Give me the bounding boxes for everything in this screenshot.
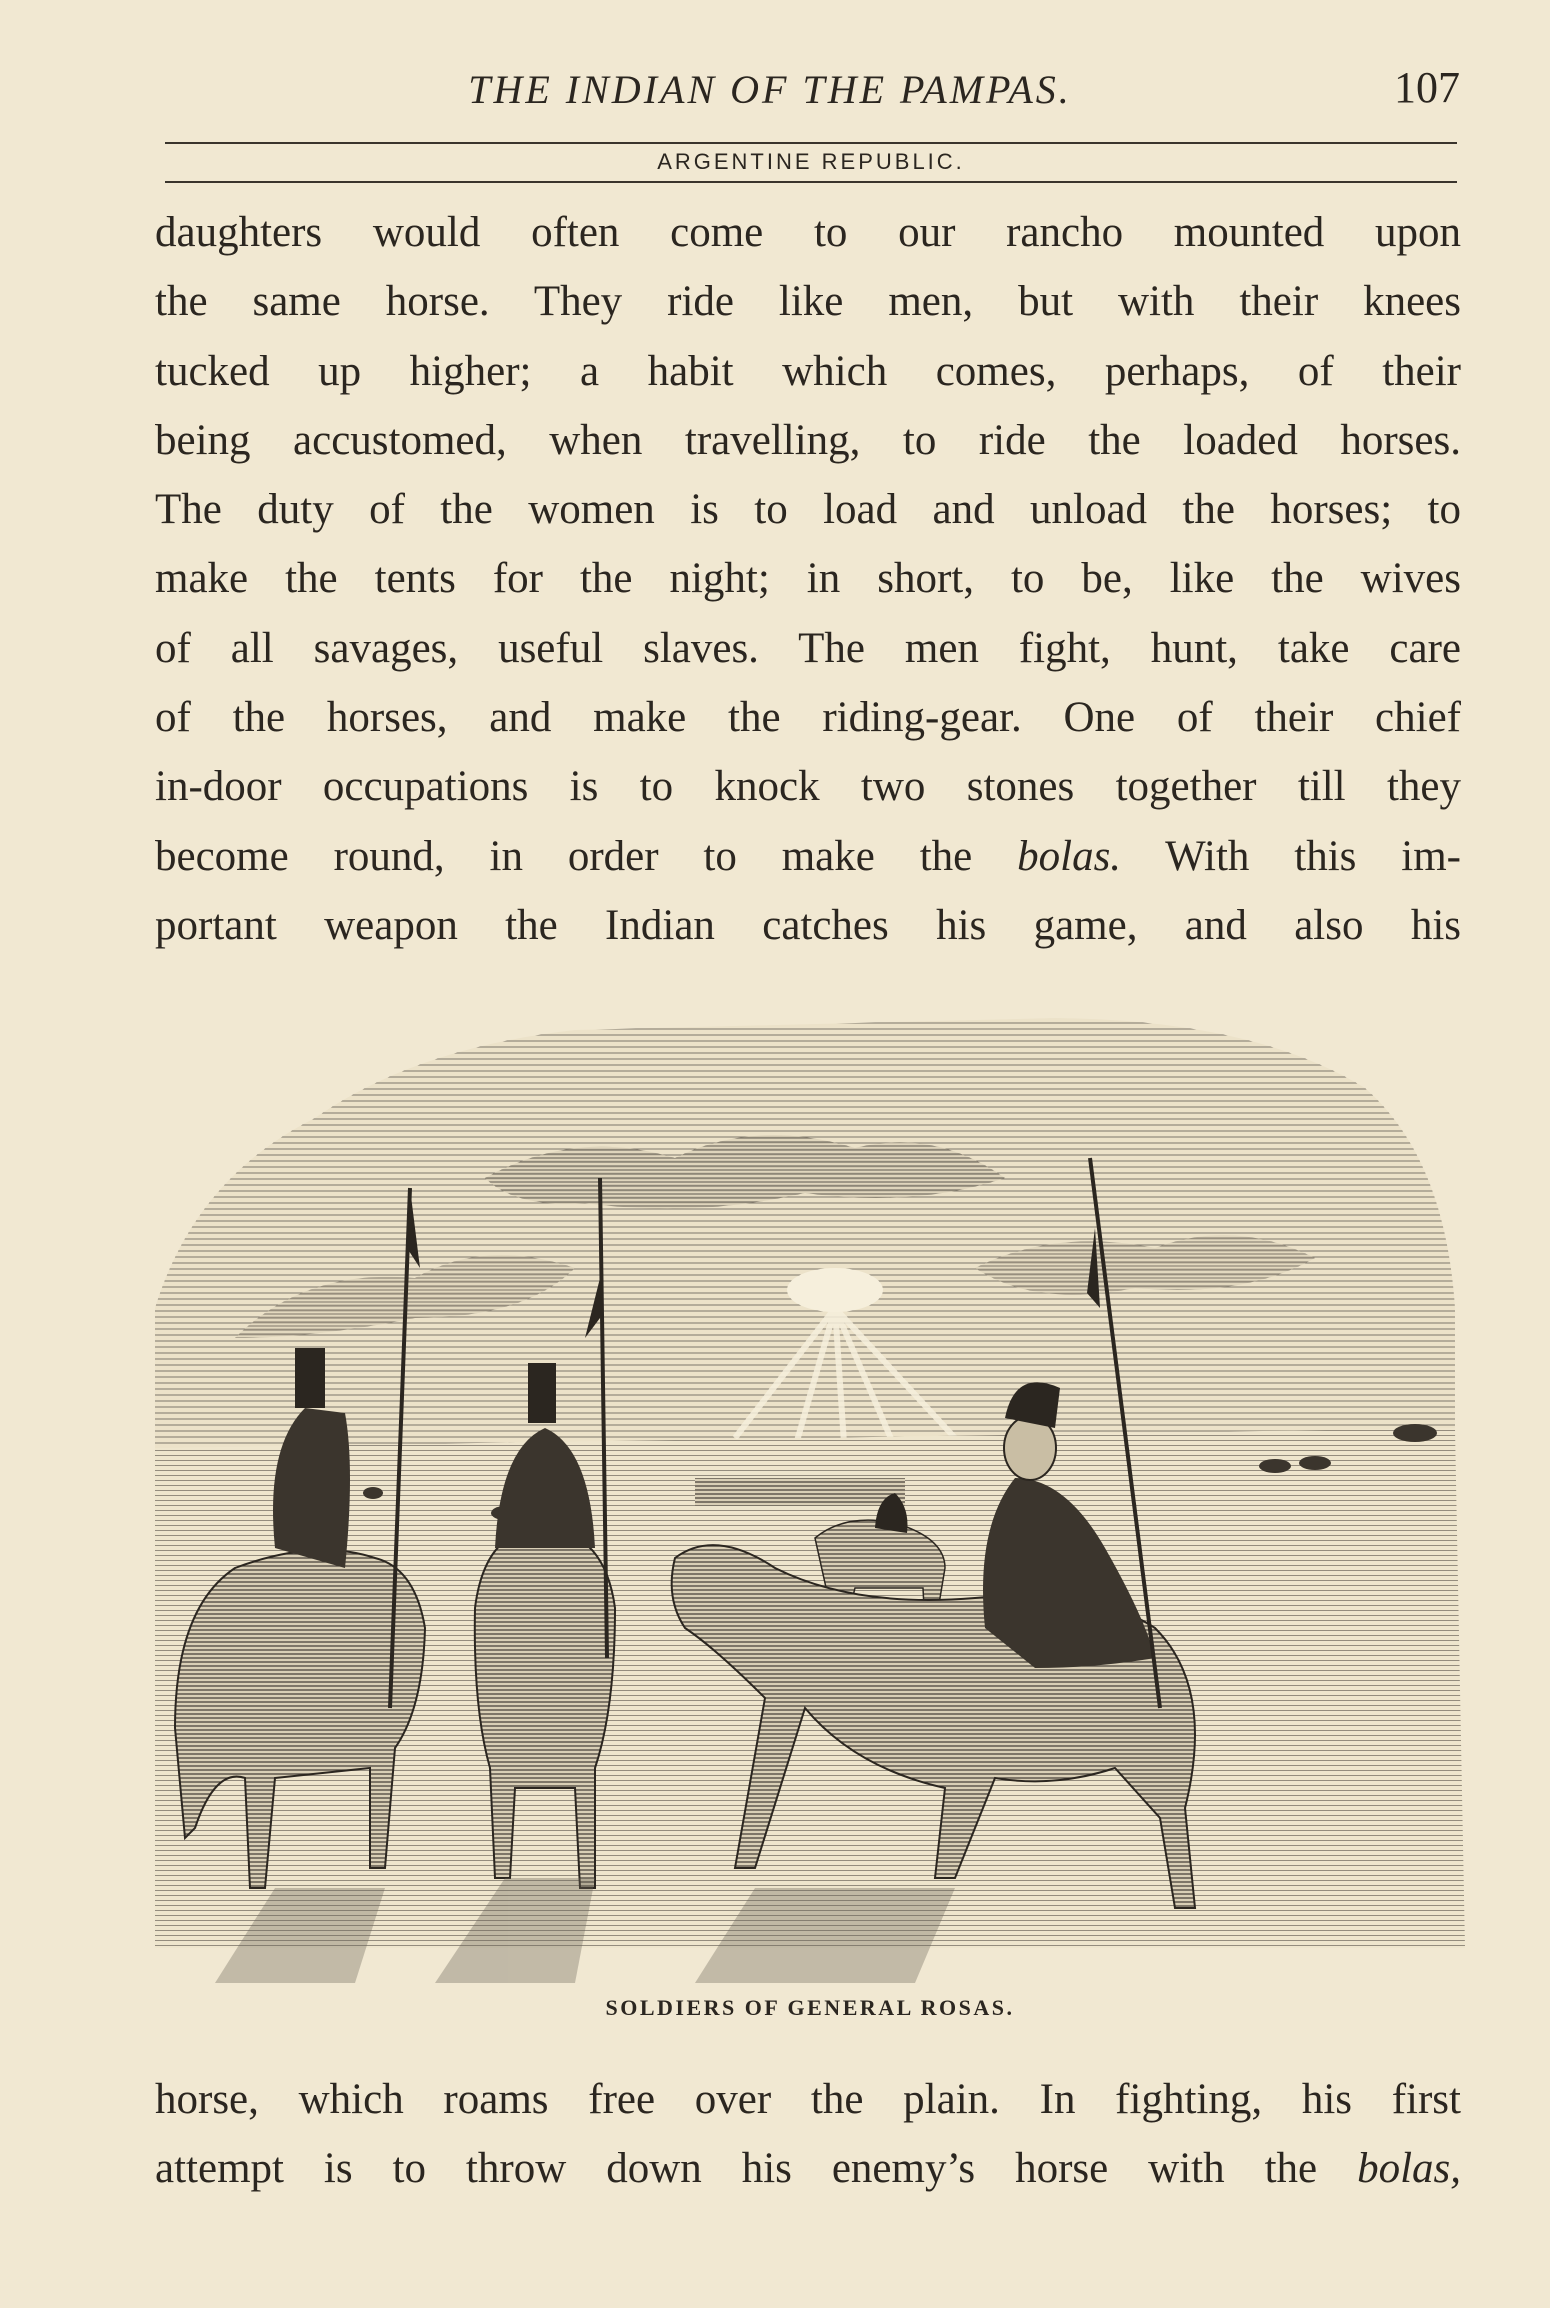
running-head (160, 62, 1460, 122)
text-line: portant weapon the Indian catches his game, and also his (155, 901, 1461, 949)
text-line: horse, which roams free over the plain. In fighting, his first (155, 2076, 1461, 2123)
header-rule-bottom (165, 181, 1457, 183)
text-line: make the tents for the night; in short, to be, like the wives (155, 555, 1461, 603)
section-heading: ARGENTINE REPUBLIC. (657, 149, 965, 174)
text-line: The duty of the women is to load and unload the horses; to (155, 486, 1461, 534)
text-line: daughters would often come to our rancho mounted upon (155, 209, 1461, 256)
body-text-top (155, 198, 1461, 960)
page-number: 107 (1394, 63, 1460, 112)
text-line (155, 2134, 1461, 2203)
text-line: tucked up higher; a habit which comes, perhaps, of their (155, 347, 1461, 395)
setting-sun (787, 1268, 883, 1312)
engraving-illustration (155, 1008, 1465, 1983)
text-segment: become round, in order to make the (155, 832, 1018, 880)
text-line: of the horses, and make the riding-gear. One of their chief (155, 694, 1461, 742)
text-segment: With this im- (1121, 832, 1461, 880)
text-line: being accustomed, when travelling, to ride the loaded horses. (155, 416, 1461, 464)
italic-term: bolas. (1017, 832, 1122, 880)
running-title: THE INDIAN OF THE PAMPAS. (468, 67, 1072, 112)
illustration-caption: SOLDIERS OF GENERAL ROSAS. (605, 1995, 1015, 2020)
body-text-bottom (155, 2065, 1461, 2204)
text-line: of all savages, useful slaves. The men fight, hunt, take care (155, 624, 1461, 672)
text-line: in-door occupations is to knock two stones together till they (155, 763, 1461, 811)
italic-term: bolas, (1357, 2145, 1461, 2193)
text-segment: attempt is to throw down his enemy’s horse with the (155, 2145, 1358, 2193)
distant-settlement (695, 1478, 905, 1506)
header-rule-top (165, 142, 1457, 144)
text-line: the same horse. They ride like men, but with their knees (155, 278, 1461, 326)
ground-shadows (215, 1878, 955, 1983)
engraving-svg (155, 1008, 1465, 1983)
text-line (155, 822, 1461, 891)
